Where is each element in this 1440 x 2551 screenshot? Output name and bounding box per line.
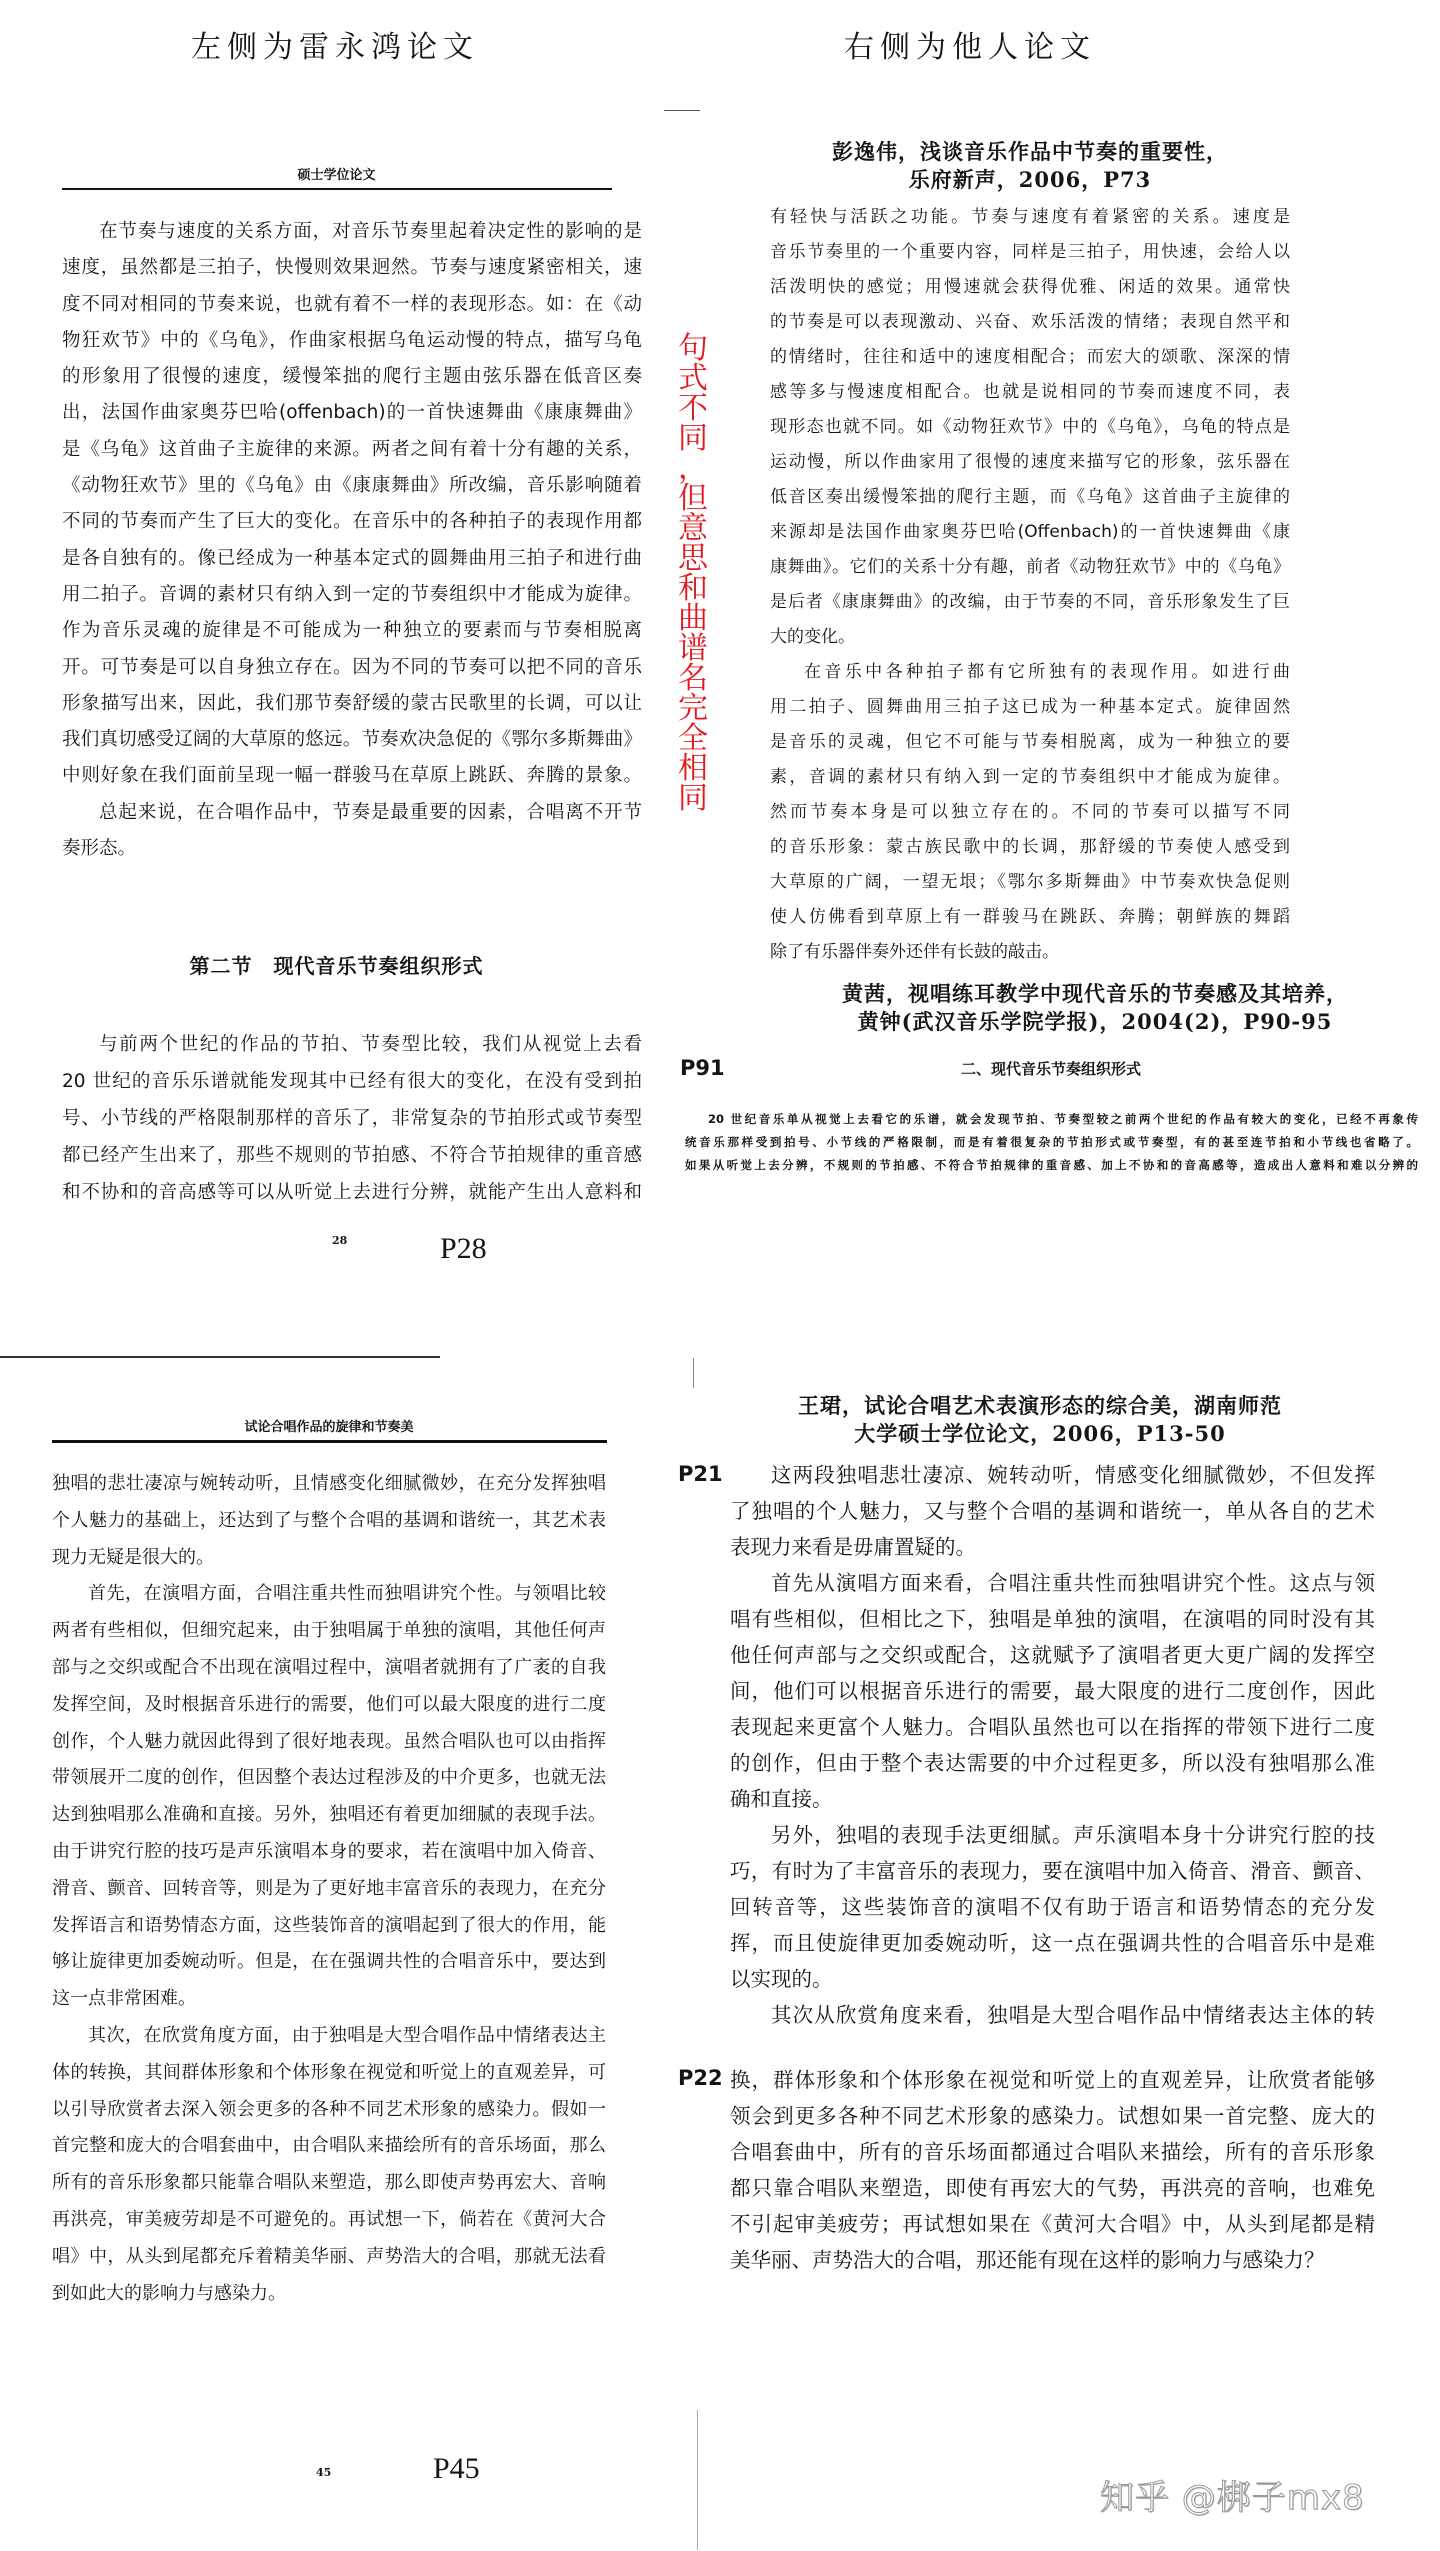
citation-line: 彭逸伟，浅谈音乐作品中节奏的重要性， <box>832 139 1228 164</box>
divider-dash <box>664 110 700 111</box>
text-line: 的音乐形象：蒙古族民歌中的长调，那舒缓的节奏使人感受到 <box>770 837 1290 857</box>
annotation-char: 完 <box>678 691 708 726</box>
header-rule <box>62 188 612 190</box>
paragraph-block <box>52 1466 606 2312</box>
text-line: 和不协和的音高感等可以从听觉上去进行分辨，就能产生出人意料和 <box>62 1182 642 1203</box>
annotation-char: 曲 <box>678 601 708 636</box>
text-line: 首先，在演唱方面，合唱注重共性而独唱讲究个性。与领唱比较 <box>88 1583 606 1605</box>
annotation-char: 句 <box>678 331 708 366</box>
citation <box>760 1392 1320 1448</box>
text-line: 20 世纪音乐单从视觉上去看它的乐谱，就会发现节拍、节奏型较之前两个世纪的作品有较大的变化，已经不再象传 <box>708 1112 1418 1126</box>
annotation-char: 相 <box>678 751 708 786</box>
text-line: 了独唱的个人魅力，又与整个合唱的基调和谐统一，单从各自的艺术 <box>730 1499 1375 1523</box>
text-line: 有轻快与活跃之功能。节奏与速度有着紧密的关系。速度是 <box>770 207 1290 227</box>
page-number: 45 <box>316 2466 332 2479</box>
text-line: 唱有些相似，但相比之下，独唱是单独的演唱，在演唱的同时没有其 <box>730 1607 1375 1631</box>
text-line: 活泼明快的感觉；用慢速就会获得优雅、闲适的效果。通常快 <box>770 277 1290 297</box>
text-line: 总起来说，在合唱作品中，节奏是最重要的因素，合唱离不开节 <box>99 801 642 823</box>
text-line: 他任何声部与之交织或配合，这就赋予了演唱者更大更广阔的发挥空 <box>730 1643 1375 1667</box>
text-line: 现形态也就不同。如《动物狂欢节》中的《乌龟》，乌龟的特点是 <box>770 417 1290 437</box>
text-line: 都已经产生出来了，那些不规则的节拍感、不符合节拍规律的重音感 <box>62 1145 642 1166</box>
text-line: 中则好象在我们面前呈现一幅一群骏马在草原上跳跃、奔腾的景象。 <box>62 765 642 787</box>
text-line: 运动慢，所以作曲家用了很慢的速度来描写它的形象，弦乐器在 <box>770 452 1290 472</box>
page-marker: P21 <box>678 1462 723 1486</box>
citation-line: 大学硕士学位论文，2006，P13-50 <box>854 1421 1226 1446</box>
text-line: 两者有些相似，但细究起来，由于独唱属于单独的演唱，其他任何声 <box>52 1620 606 1642</box>
paragraph-block <box>770 200 1290 970</box>
citation-line: 乐府新声，2006，P73 <box>908 167 1152 192</box>
text-line: 在音乐中各种拍子都有它所独有的表现作用。如进行曲 <box>804 662 1290 682</box>
text-line: 创作，个人魅力就因此得到了很好地表现。虽然合唱队也可以由指挥 <box>52 1730 606 1752</box>
annotation-char: 同 <box>678 421 708 456</box>
text-line: 确和直接。 <box>730 1787 833 1811</box>
text-line: 发挥语言和语势情态方面，这些装饰音的演唱起到了很大的作用，能 <box>52 1914 606 1936</box>
text-line: 带领展开二度的创作，但因整个表达过程涉及的中介更多，也就无法 <box>52 1767 606 1789</box>
annotation-char: 不 <box>678 391 708 426</box>
text-line: 换，群体形象和个体形象在视觉和听觉上的直观差异，让欣赏者能够 <box>730 2068 1375 2092</box>
left-title: 左侧为雷永鸿论文 <box>191 30 479 65</box>
text-line: 是各自独有的。像已经成为一种基本定式的圆舞曲用三拍子和进行曲 <box>62 547 642 569</box>
text-line: 到如此大的影响力与感染力。 <box>52 2282 286 2304</box>
text-line: 发挥空间，及时根据音乐进行的需要，他们可以最大限度的进行二度 <box>52 1693 606 1715</box>
text-line: 达到独唱那么准确和直接。另外，独唱还有着更加细腻的表现手法。 <box>52 1804 606 1826</box>
text-line: 美华丽、声势浩大的合唱，那还能有现在这样的影响力与感染力？ <box>730 2248 1325 2272</box>
text-line: 唱》中，从头到尾都充斥着精美华丽、声势浩大的合唱，那就无法看 <box>52 2245 606 2267</box>
text-line: 表现起来更富个人魅力。合唱队虽然也可以在指挥的带领下进行二度 <box>730 1715 1375 1739</box>
running-head: 试论合唱作品的旋律和节奏美 <box>244 1420 414 1435</box>
text-line: 音乐节奏里的一个重要内容，同样是三拍子，用快速，会给人以 <box>770 242 1290 262</box>
text-line: 奏形态。 <box>62 838 137 860</box>
annotation-char: 式 <box>678 361 708 396</box>
citation <box>800 980 1390 1036</box>
paragraph-block <box>730 2062 1375 2278</box>
text-line: 的情绪时，往往和适中的速度相配合；而宏大的颂歌、深深的情 <box>770 347 1290 367</box>
text-line: 用二拍子。音调的素材只有纳入到一定的节奏组织中才能成为旋律。 <box>62 583 642 605</box>
text-line: 统音乐那样受到拍号、小节线的严格限制，而是有着很复杂的节拍形式或节奏型，有的甚至连节拍和小节线也省略了。 <box>685 1135 1418 1149</box>
text-line: 开。可节奏是可以自身独立存在。因为不同的节奏可以把不同的音乐 <box>62 656 642 678</box>
text-line: 合唱套曲中，所有的音乐场面都通过合唱队来描绘，所有的音乐形象 <box>730 2140 1375 2164</box>
text-line: 形象描写出来，因此，我们那节奏舒缓的蒙古民歌里的长调，可以让 <box>62 692 642 714</box>
text-line: 是《乌龟》这首曲子主旋律的来源。两者之间有着十分有趣的关系， <box>62 438 642 460</box>
citation-line: 黄茜，视唱练耳教学中现代音乐的节奏感及其培养， <box>842 981 1348 1006</box>
text-line: 然而节奏本身是可以独立存在的。不同的节奏可以描写不同 <box>770 802 1290 822</box>
text-line: 挥，而且使旋律更加委婉动听，这一点在强调共性的合唱音乐中是难 <box>730 1931 1375 1955</box>
text-line: 间，他们可以根据音乐进行的需要，最大限度的进行二度创作，因此 <box>730 1679 1375 1703</box>
text-line: 领会到更多各种不同艺术形象的感染力。试想如果一首完整、庞大的 <box>730 2104 1375 2128</box>
text-line: 除了有乐器伴奏外还伴有长鼓的敲击。 <box>770 942 1059 962</box>
text-line: 作为音乐灵魂的旋律是不可能成为一种独立的要素而与节奏相脱离 <box>62 620 642 642</box>
text-line: 够让旋律更加委婉动听。但是，在在强调共性的合唱音乐中，要达到 <box>52 1951 606 1973</box>
text-line: 感等多与慢速度相配合。也就是说相同的节奏而速度不同，表 <box>770 382 1290 402</box>
text-line: 低音区奏出缓慢笨拙的爬行主题，而《乌龟》这首曲子主旋律的 <box>770 487 1290 507</box>
page-label: P28 <box>440 1232 487 1265</box>
right-title: 右侧为他人论文 <box>844 30 1096 65</box>
paragraph-block <box>62 214 642 867</box>
annotation-char: ， <box>678 451 708 486</box>
text-line: 的形象用了很慢的速度，缓慢笨拙的爬行主题由弦乐器在低音区奏 <box>62 366 642 388</box>
text-line: 其次从欣赏角度来看，独唱是大型合唱作品中情绪表达主体的转 <box>771 2003 1375 2027</box>
section-title: 二、现代音乐节奏组织形式 <box>960 1060 1141 1078</box>
text-line: 再洪亮，审美疲劳却是不可避免的。再试想一下，倘若在《黄河大合 <box>52 2208 606 2230</box>
text-line: 个人魅力的基础上，还达到了与整个合唱的基调和谐统一，其艺术表 <box>52 1509 606 1531</box>
page-divider <box>0 1356 440 1358</box>
text-line: 与前两个世纪的作品的节拍、节奏型比较，我们从视觉上去看 <box>99 1034 642 1055</box>
text-line: 大的变化。 <box>770 627 855 647</box>
text-line: 来源却是法国作曲家奥芬巴哈(Offenbach)的一首快速舞曲《康 <box>770 522 1290 542</box>
text-line: 不同的节奏而产生了巨大的变化。在音乐中的各种拍子的表现作用都 <box>62 511 642 533</box>
section-title: 第二节 现代音乐节奏组织形式 <box>189 954 484 978</box>
text-line: 《动物狂欢节》里的《乌龟》由《康康舞曲》所改编，音乐影响随着 <box>62 475 642 497</box>
annotation-char: 意 <box>678 511 708 546</box>
page-divider <box>693 1358 694 1388</box>
text-line: 这两段独唱悲壮凄凉、婉转动听，情感变化细腻微妙，不但发挥 <box>771 1463 1375 1487</box>
annotation-char: 和 <box>678 571 708 606</box>
annotation-char: 谱 <box>678 631 708 666</box>
text-line: 用二拍子、圆舞曲用三拍子这已成为一种基本定式。旋律固然 <box>770 697 1290 717</box>
annotation-char: 名 <box>678 661 708 696</box>
text-line: 我们真切感受辽阔的大草原的悠远。节奏欢决急促的《鄂尔多斯舞曲》 <box>62 729 642 751</box>
text-line: 都只靠合唱队来塑造，即使有再宏大的气势，再洪亮的音响，也难免 <box>730 2176 1375 2200</box>
text-line: 滑音、颤音、回转音等，则是为了更好地丰富音乐的表现力，在充分 <box>52 1877 606 1899</box>
text-line: 使人仿佛看到草原上有一群骏马在跳跃、奔腾；朝鲜族的舞蹈 <box>770 907 1290 927</box>
watermark: 知乎 @梆子mx8 <box>1100 2478 1365 2518</box>
text-line: 如果从听觉上去分辨，不规则的节拍感、不符合节拍规律的重音感、加上不协和的音高感等，造成出人意料和难以分辨的 <box>685 1158 1418 1172</box>
running-head: 硕士学位论文 <box>297 168 376 183</box>
annotation-vertical-text <box>676 331 710 816</box>
text-line: 的创作，但由于整个表达需要的中介过程更多，所以没有独唱那么准 <box>730 1751 1375 1775</box>
text-line: 素，音调的素材只有纳入到一定的节奏组织中才能成为旋律。 <box>770 767 1290 787</box>
text-line: 首完整和庞大的合唱套曲中，由合唱队来描绘所有的音乐场面，那么 <box>52 2135 606 2157</box>
text-line: 巧，有时为了丰富音乐的表现力，要在演唱中加入倚音、滑音、颤音、 <box>730 1859 1375 1883</box>
text-line: 另外，独唱的表现手法更细腻。声乐演唱本身十分讲究行腔的技 <box>771 1823 1375 1847</box>
text-line: 回转音等，这些装饰音的演唱不仅有助于语言和语势情态的充分发 <box>730 1895 1375 1919</box>
text-line: 首先从演唱方面来看，合唱注重共性而独唱讲究个性。这点与领 <box>771 1571 1375 1595</box>
text-line: 不引起审美疲劳；再试想如果在《黄河大合唱》中，从头到尾都是精 <box>730 2212 1375 2236</box>
page-divider <box>697 2410 698 2550</box>
header-rule <box>52 1440 607 1443</box>
text-line: 部与之交织或配合不出现在演唱过程中，演唱者就拥有了广袤的自我 <box>52 1656 606 1678</box>
text-line: 表现力来看是毋庸置疑的。 <box>730 1535 976 1559</box>
text-line: 的节奏是可以表现激动、兴奋、欢乐活泼的情绪；表现自然平和 <box>770 312 1290 332</box>
text-line: 是音乐的灵魂，但它不可能与节奏相脱离，成为一种独立的要 <box>770 732 1290 752</box>
text-line: 度不同对相同的节奏来说，也就有着不一样的表现形态。如：在《动 <box>62 293 642 315</box>
text-line: 物狂欢节》中的《乌龟》，作曲家根据乌龟运动慢的特点，描写乌龟 <box>62 329 642 351</box>
text-line: 体的转换，其间群体形象和个体形象在视觉和听觉上的直观差异，可 <box>52 2061 606 2083</box>
paragraph-block <box>685 1108 1418 1177</box>
annotation-char: 但 <box>678 481 708 516</box>
text-line: 康舞曲》。它们的关系十分有趣，前者《动物狂欢节》中的《乌龟》 <box>770 557 1290 577</box>
text-line: 所有的音乐形象都只能靠合唱队来塑造，那么即使声势再宏大、音响 <box>52 2172 606 2194</box>
text-line: 是后者《康康舞曲》的改编，由于节奏的不同，音乐形象发生了巨 <box>770 592 1290 612</box>
citation-line: 黄钟(武汉音乐学院学报)，2004(2)，P90-95 <box>857 1009 1333 1034</box>
text-line: 在节奏与速度的关系方面，对音乐节奏里起着决定性的影响的是 <box>99 221 642 242</box>
paragraph-block <box>62 1026 642 1211</box>
text-line: 独唱的悲壮凄凉与婉转动听，且情感变化细腻微妙，在充分发挥独唱 <box>52 1473 606 1494</box>
citation-line: 王珺，试论合唱艺术表演形态的综合美，湖南师范 <box>798 1393 1282 1418</box>
annotation-char: 全 <box>678 721 708 756</box>
text-line: 出，法国作曲家奥芬巴哈(offenbach)的一首快速舞曲《康康舞曲》 <box>62 402 642 424</box>
text-line: 现力无疑是很大的。 <box>52 1546 214 1568</box>
text-line: 这一点非常困难。 <box>52 1988 196 2010</box>
text-line: 号、小节线的严格限制那样的音乐了，非常复杂的节拍形式或节奏型 <box>62 1108 642 1129</box>
page-label: P45 <box>433 2452 480 2485</box>
page-marker: P91 <box>680 1056 725 1080</box>
page-marker: P22 <box>678 2066 723 2090</box>
annotation-char: 思 <box>678 541 708 576</box>
annotation-char: 同 <box>678 781 708 816</box>
text-line: 速度，虽然都是三拍子，快慢则效果迥然。节奏与速度紧密相关，速 <box>62 257 642 279</box>
text-line: 20 世纪的音乐乐谱就能发现其中已经有很大的变化，在没有受到拍 <box>62 1071 642 1092</box>
text-line: 由于讲究行腔的技巧是声乐演唱本身的要求，若在演唱中加入倚音、 <box>52 1840 606 1862</box>
citation <box>760 138 1300 194</box>
text-line: 其次，在欣赏角度方面，由于独唱是大型合唱作品中情绪表达主 <box>88 2024 606 2046</box>
paragraph-block <box>730 1457 1375 2033</box>
text-line: 大草原的广阔，一望无垠；《鄂尔多斯舞曲》中节奏欢快急促则 <box>770 872 1290 892</box>
text-line: 以实现的。 <box>730 1967 833 1991</box>
text-line: 以引导欣赏者去深入领会更多的各种不同艺术形象的感染力。假如一 <box>52 2098 606 2120</box>
page-number: 28 <box>332 1234 348 1247</box>
